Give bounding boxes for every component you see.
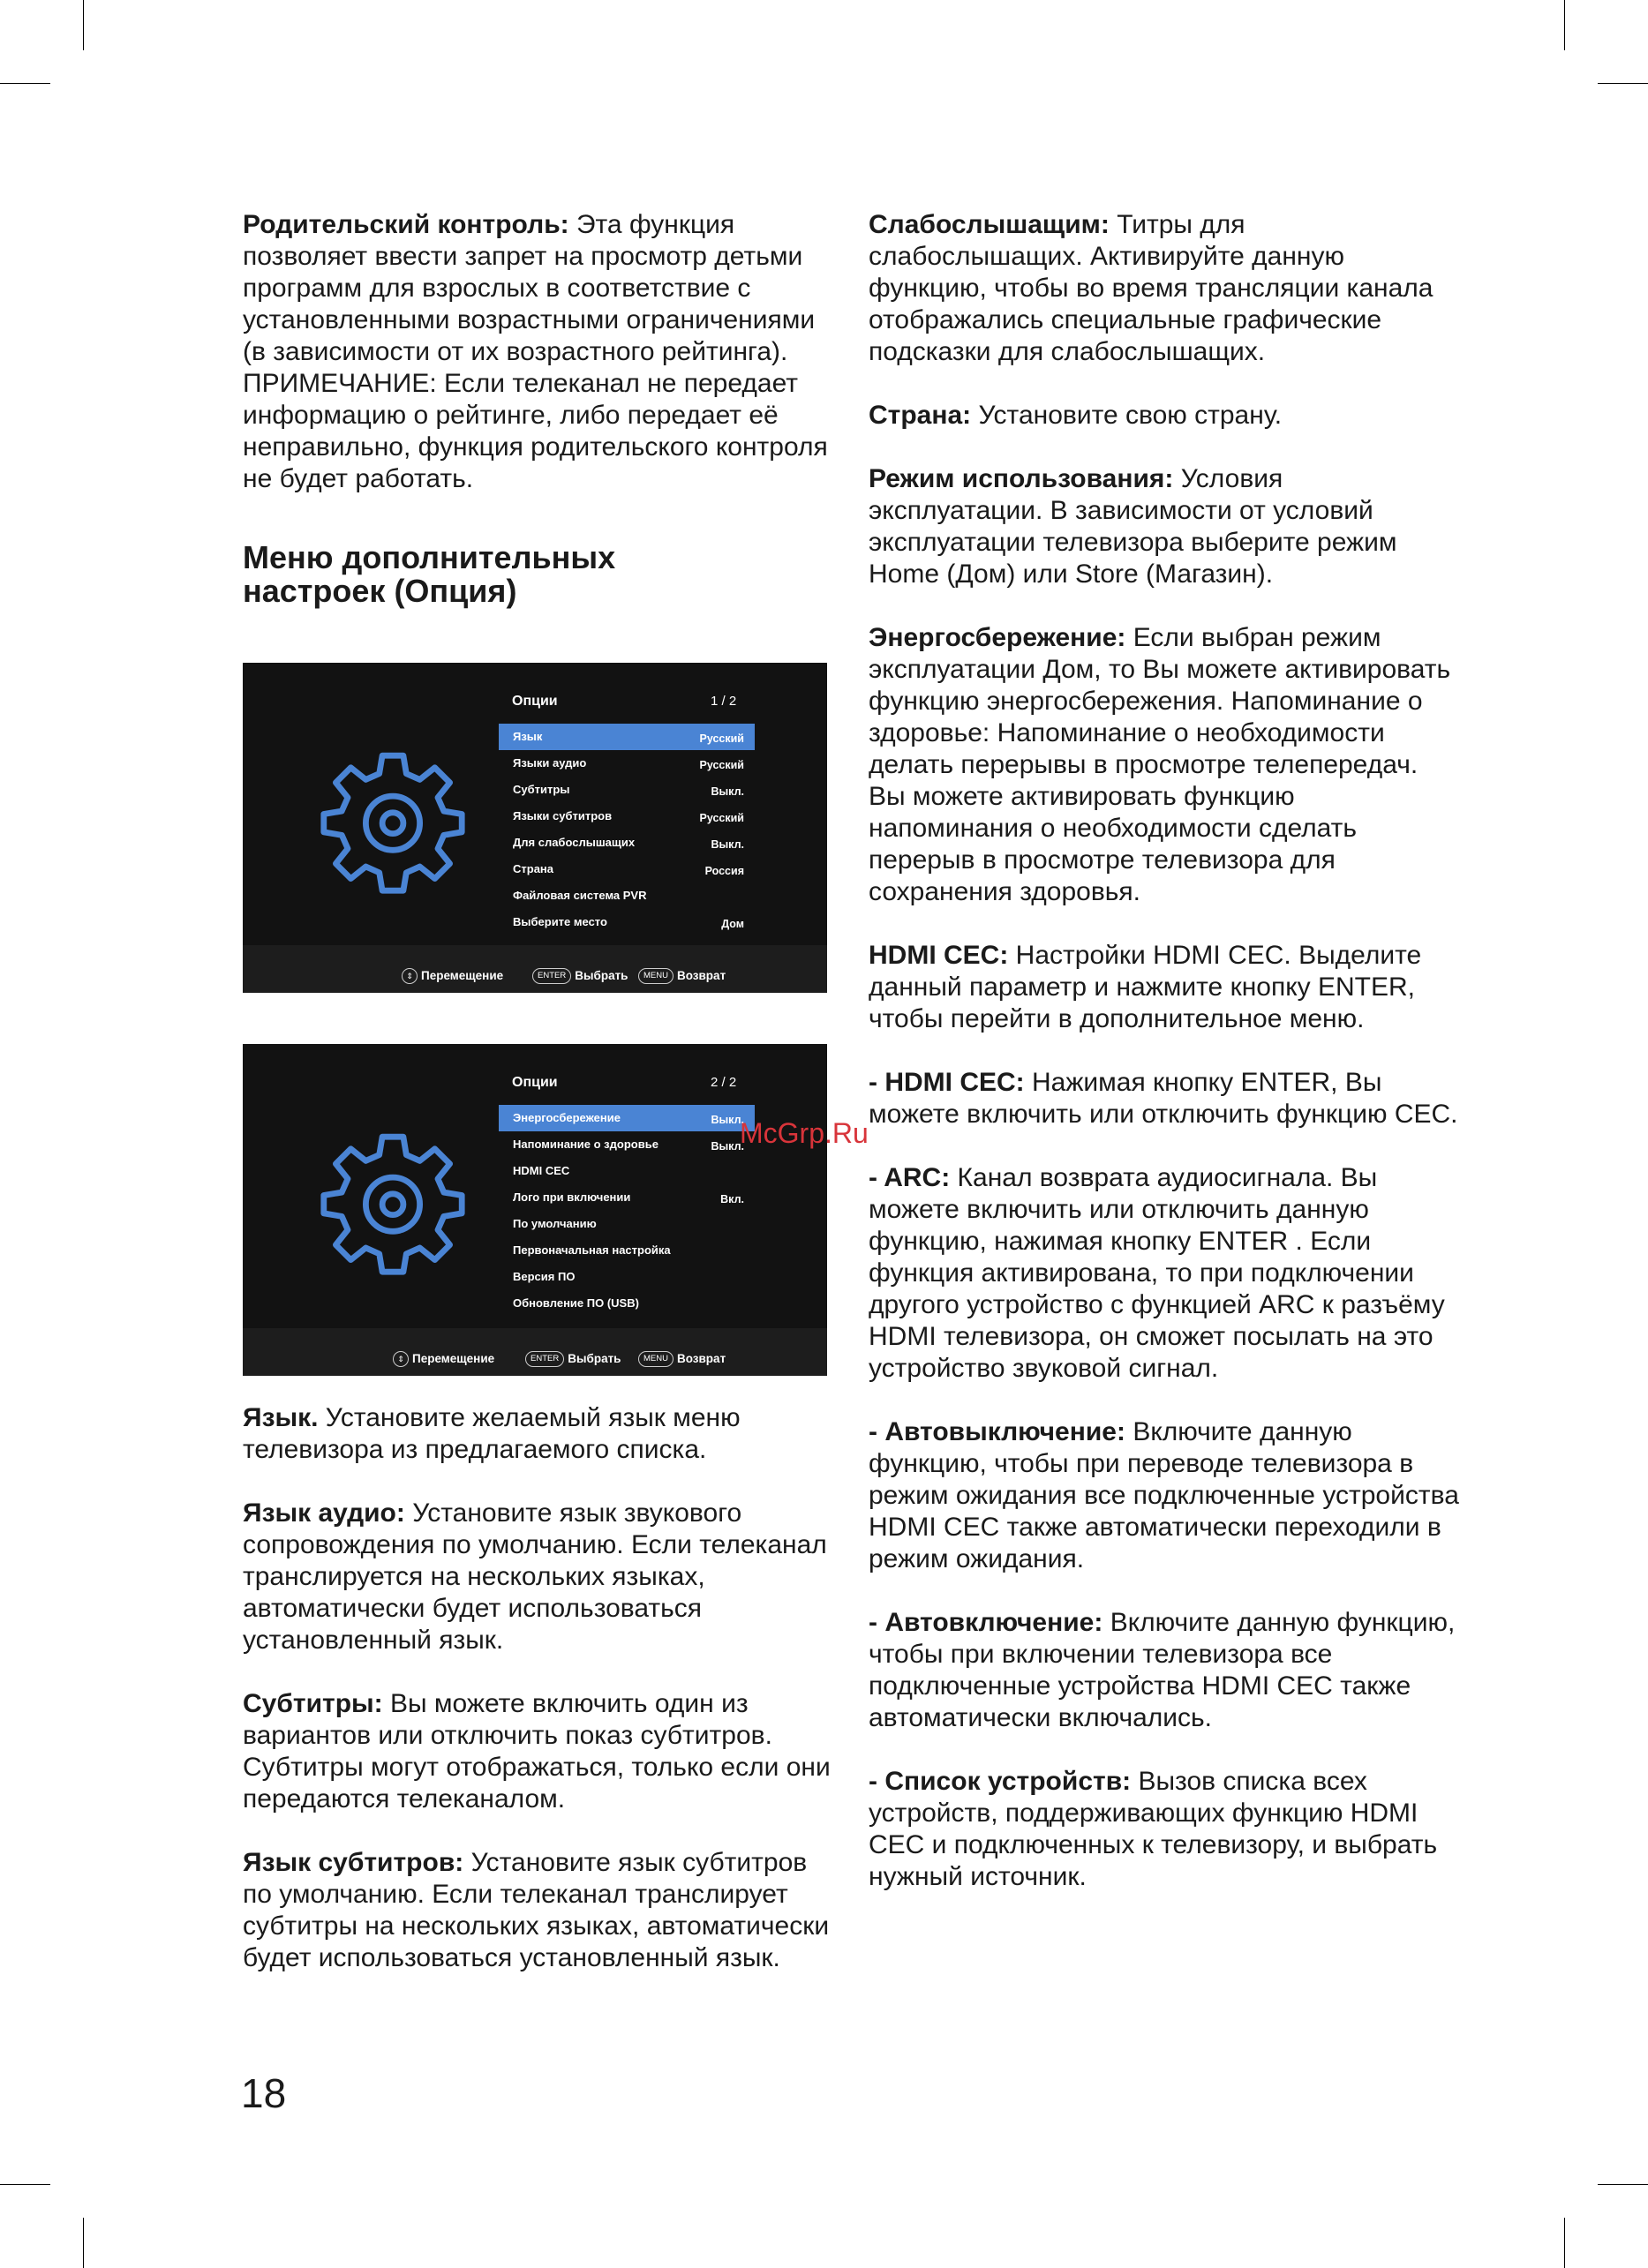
footer-select-label: Выбрать xyxy=(568,1352,621,1365)
footer-move-label: Перемещение xyxy=(412,1352,495,1365)
description: Если выбран режим эксплуатации Дом, то Вы можете активировать функцию энергосбережения. Напоминание о здоровье: Напоминание о необходимости делать перерывы в просмотре телепередач. Вы можете активировать функцию напоминания о необходимости сделать перерыв в просмотре телевизора для сохранения здоровья. xyxy=(869,623,1451,906)
term: - Список устройств: xyxy=(869,1767,1132,1796)
left-column xyxy=(243,209,834,2006)
menu-key-icon: MENU xyxy=(638,1351,673,1367)
term: Энергосбережение: xyxy=(869,623,1126,652)
menu-item-label: Языки субтитров xyxy=(513,809,613,822)
menu-item-label: Субтитры xyxy=(513,783,570,796)
usage-mode-paragraph xyxy=(869,463,1460,590)
term: - HDMI CEC: xyxy=(869,1068,1025,1097)
description: Условия эксплуатации. В зависимости от условий эксплуатации телевизора выберите режим Home (Дом) или Store (Магазин). xyxy=(869,464,1397,589)
footer-select xyxy=(532,960,628,992)
footer-back xyxy=(638,1343,726,1375)
description: Настройки HDMI CEC. Выделите данный параметр и нажмите кнопку ENTER, чтобы перейти в дополнительное меню. xyxy=(869,941,1422,1033)
menu-list xyxy=(499,1105,755,1317)
description: Вы можете включить один из вариантов или отключить показ субтитров. Субтитры могут отображаться, только если они передаются телеканалом. xyxy=(243,1689,831,1814)
menu-item[interactable] xyxy=(499,803,755,830)
menu-item-label: Языки аудио xyxy=(513,756,587,770)
crop-mark xyxy=(0,2184,50,2185)
term: Режим использования: xyxy=(869,464,1174,493)
menu-item-label: Напоминание о здоровье xyxy=(513,1138,658,1151)
menu-title: Опции xyxy=(512,694,558,709)
description: Установите желаемый язык меню телевизора из предлагаемого списка. xyxy=(243,1403,741,1464)
subtitles-paragraph xyxy=(243,1688,834,1815)
term: Слабослышащим: xyxy=(869,210,1110,239)
term: Страна: xyxy=(869,401,972,430)
description: Установите свою страну. xyxy=(971,401,1283,430)
term: Язык субтитров: xyxy=(243,1848,464,1877)
auto-off-paragraph xyxy=(869,1416,1460,1575)
hdmi-cec-paragraph xyxy=(869,940,1460,1035)
menu-item[interactable] xyxy=(499,750,755,777)
footer-select-label: Выбрать xyxy=(575,969,628,982)
energy-saving-paragraph xyxy=(869,622,1460,908)
hdmi-cec-toggle-paragraph xyxy=(869,1067,1460,1130)
menu-item-label: По умолчанию xyxy=(513,1217,597,1230)
term: - ARC: xyxy=(869,1163,951,1192)
tv-options-menu-page-1 xyxy=(243,663,827,993)
enter-key-icon: ENTER xyxy=(525,1351,564,1367)
description: Включите данную функцию, чтобы при включении телевизора все подключенные устройства HDMI CEC также автоматически включались. xyxy=(869,1608,1456,1732)
menu-page-indicator: 1 / 2 xyxy=(711,694,737,709)
description: Вызов списка всех устройств, поддерживающих функцию HDMI CEC и подключенных к телевизору, и выбрать нужный источник. xyxy=(869,1767,1438,1891)
footer-move xyxy=(393,1343,494,1375)
menu-item-label: Первоначальная настройка xyxy=(513,1243,671,1257)
crop-mark xyxy=(1598,2184,1648,2185)
footer-move xyxy=(402,960,503,992)
menu-item-label: Файловая система PVR xyxy=(513,889,647,902)
parental-control-paragraph xyxy=(243,209,834,495)
menu-item-label: Версия ПО xyxy=(513,1270,576,1283)
country-paragraph xyxy=(869,400,1460,432)
crop-mark xyxy=(1598,83,1648,84)
description: Титры для слабослышащих. Активируйте данную функцию, чтобы во время трансляции канала отображались специальные графические подсказки для слабослышащих. xyxy=(869,210,1434,366)
menu-item-value: Вкл. xyxy=(720,1193,744,1205)
description: Включите данную функцию, чтобы при переводе телевизора в режим ожидания все подключенные устройства HDMI CEC также автоматически переходили в режим ожидания. xyxy=(869,1417,1459,1573)
menu-item[interactable] xyxy=(499,1184,755,1211)
menu-item[interactable] xyxy=(499,856,755,882)
hearing-impaired-paragraph xyxy=(869,209,1460,368)
menu-item[interactable] xyxy=(499,1211,755,1237)
term: Язык аудио: xyxy=(243,1498,405,1528)
menu-item[interactable] xyxy=(499,909,755,935)
menu-item-value: Выкл. xyxy=(711,1114,744,1126)
section-title-line-2: настроек (Опция) xyxy=(243,573,517,609)
menu-list xyxy=(499,724,755,935)
crop-mark xyxy=(0,83,50,84)
description: Установите язык звукового сопровождения по умолчанию. Если телеканал транслируется на нескольких языках, автоматически будет использоваться установленный язык. xyxy=(243,1498,827,1655)
subtitle-language-paragraph xyxy=(243,1847,834,1974)
menu-item-label: HDMI CEC xyxy=(513,1164,570,1177)
menu-item[interactable] xyxy=(499,1158,755,1184)
watermark: McGrp.Ru xyxy=(740,1117,869,1149)
menu-page-indicator: 2 / 2 xyxy=(711,1075,737,1090)
language-paragraph xyxy=(243,1402,834,1466)
arc-paragraph xyxy=(869,1162,1460,1385)
audio-language-paragraph xyxy=(243,1498,834,1656)
right-column xyxy=(869,209,1460,1925)
menu-item[interactable] xyxy=(499,1264,755,1290)
menu-item-value: Выкл. xyxy=(711,838,744,851)
menu-item-value: Дом xyxy=(721,918,744,930)
menu-item-value: Выкл. xyxy=(711,1140,744,1153)
description: Канал возврата аудиосигнала. Вы можете включить или отключить данную функцию, нажимая кнопку ENTER . Если функция активирована, то при подключении другого устройство с функцией ARC к разъёму HDMI телевизора, он сможет посылать на это устройство звуковой сигнал. xyxy=(869,1163,1445,1383)
menu-item-value: Русский xyxy=(699,812,744,824)
menu-item[interactable] xyxy=(499,1105,755,1131)
menu-item-label: Выберите место xyxy=(513,915,607,928)
footer-back-label: Возврат xyxy=(676,1352,726,1365)
menu-item-label: Язык xyxy=(513,730,543,743)
term: Субтитры: xyxy=(243,1689,383,1718)
menu-item[interactable] xyxy=(499,830,755,856)
gear-icon xyxy=(318,747,468,897)
enter-key-icon: ENTER xyxy=(532,968,571,984)
page-number: 18 xyxy=(241,2070,287,2116)
menu-item-label: Обновление ПО (USB) xyxy=(513,1296,639,1310)
tv-options-menu-page-2 xyxy=(243,1044,827,1376)
navigation-icon: ⇕ xyxy=(402,968,418,984)
menu-item[interactable] xyxy=(499,882,755,909)
description: Нажимая кнопку ENTER, Вы можете включить или отключить функцию CEC. xyxy=(869,1068,1458,1129)
gear-icon xyxy=(318,1128,468,1278)
footer-back-label: Возврат xyxy=(676,969,726,982)
description: Эта функция позволяет ввести запрет на просмотр детьми программ для взрослых в соответствие с установленными возрастными ограничениями (в зависимости от их возрастного рейтинга). ПРИМЕЧАНИЕ: Если телеканал не передает информацию о рейтинге, либо передает её неправильно, функция родительского контроля не будет работать. xyxy=(243,210,828,493)
device-list-paragraph xyxy=(869,1766,1460,1893)
footer-move-label: Перемещение xyxy=(421,969,504,982)
menu-item-value: Россия xyxy=(704,865,744,877)
menu-item[interactable] xyxy=(499,724,755,750)
term: Язык. xyxy=(243,1403,319,1432)
menu-item-label: Лого при включении xyxy=(513,1190,631,1204)
term: - Автовключение: xyxy=(869,1608,1103,1637)
crop-mark xyxy=(83,0,84,50)
term: - Автовыключение: xyxy=(869,1417,1125,1446)
crop-mark xyxy=(83,2218,84,2268)
term: Родительский контроль: xyxy=(243,210,569,239)
menu-item[interactable] xyxy=(499,1290,755,1317)
description: Установите язык субтитров по умолчанию. Если телеканал транслирует субтитры на нескольких языках, автоматически будет использоваться установленный язык. xyxy=(243,1848,830,1972)
menu-item-label: Страна xyxy=(513,862,554,875)
menu-item-value: Выкл. xyxy=(711,785,744,798)
menu-item-value: Русский xyxy=(699,732,744,745)
crop-mark xyxy=(1564,2218,1565,2268)
menu-item[interactable] xyxy=(499,1237,755,1264)
menu-item-value: Русский xyxy=(699,759,744,771)
term: HDMI CEC: xyxy=(869,941,1009,970)
menu-item-label: Для слабослышащих xyxy=(513,836,636,849)
menu-item[interactable] xyxy=(499,1131,755,1158)
auto-on-paragraph xyxy=(869,1607,1460,1734)
menu-item[interactable] xyxy=(499,777,755,803)
menu-footer xyxy=(243,1328,827,1376)
crop-mark xyxy=(1564,0,1565,50)
footer-select xyxy=(525,1343,621,1375)
navigation-icon: ⇕ xyxy=(393,1351,409,1367)
menu-key-icon: MENU xyxy=(638,968,673,984)
menu-title: Опции xyxy=(512,1075,558,1090)
footer-back xyxy=(638,960,726,992)
menu-item-label: Энергосбережение xyxy=(513,1111,621,1124)
section-title-line-1: Меню дополнительных xyxy=(243,539,616,575)
menu-footer xyxy=(243,945,827,993)
section-title xyxy=(243,541,834,608)
